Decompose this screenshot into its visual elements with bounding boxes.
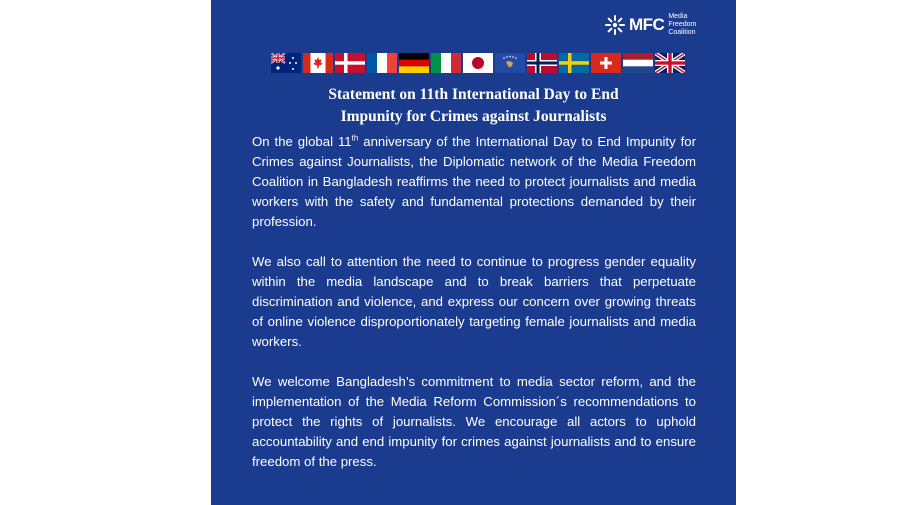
member-flags-row <box>271 53 685 73</box>
netherlands-flag <box>623 53 653 73</box>
statement-paragraph-2: We also call to attention the need to continue to progress gender equality within the media landscape and to break barriers that perpetuate discrimination and violence, and express our concern over growing threats of online violence disproportionately targeting female journalists and media workers. <box>252 254 696 349</box>
logo-abbreviation: MFC <box>629 15 665 34</box>
statement-title-line2: Impunity for Crimes against Journalists <box>340 108 607 125</box>
statement-body <box>252 132 696 492</box>
mfc-logo <box>604 13 716 37</box>
statement-title <box>251 84 696 128</box>
united-kingdom-flag <box>655 53 685 73</box>
logo-name-line1: Media Freedom <box>668 13 697 28</box>
kosovo-flag <box>495 53 525 73</box>
france-flag <box>367 53 397 73</box>
logo-name <box>668 13 716 37</box>
denmark-flag <box>335 53 365 73</box>
statement-paragraph-1 <box>252 132 696 232</box>
norway-flag <box>527 53 557 73</box>
paragraph-1-rest: anniversary of the International Day to End Impunity for Crimes against Journalists, the Diplomatic network of the Media Freedom Coalition in Bangladesh reaffirms the need to protect journalists and media workers with the safety and fundamental protections demanded by their profession. <box>252 134 696 229</box>
paragraph-1-start: On the global 11 <box>252 134 352 149</box>
canada-flag <box>303 53 333 73</box>
paragraph-1-superscript: th <box>351 133 359 143</box>
switzerland-flag <box>591 53 621 73</box>
statement-card <box>211 0 736 505</box>
japan-flag <box>463 53 493 73</box>
statement-title-line1: Statement on 11th International Day to End <box>328 86 619 103</box>
mfc-logo-icon <box>604 14 626 36</box>
sweden-flag <box>559 53 589 73</box>
statement-paragraph-3: We welcome Bangladesh’s commitment to media sector reform, and the implementation of the Media Reform Commission´s recommendations to protect the rights of journalists. We encourage all actors to uphold accountability and end impunity for crimes against journalists and to ensure freedom of the press. <box>252 374 696 469</box>
logo-name-line2: Coalition <box>668 29 696 36</box>
germany-flag <box>399 53 429 73</box>
australia-flag <box>271 53 301 73</box>
italy-flag <box>431 53 461 73</box>
